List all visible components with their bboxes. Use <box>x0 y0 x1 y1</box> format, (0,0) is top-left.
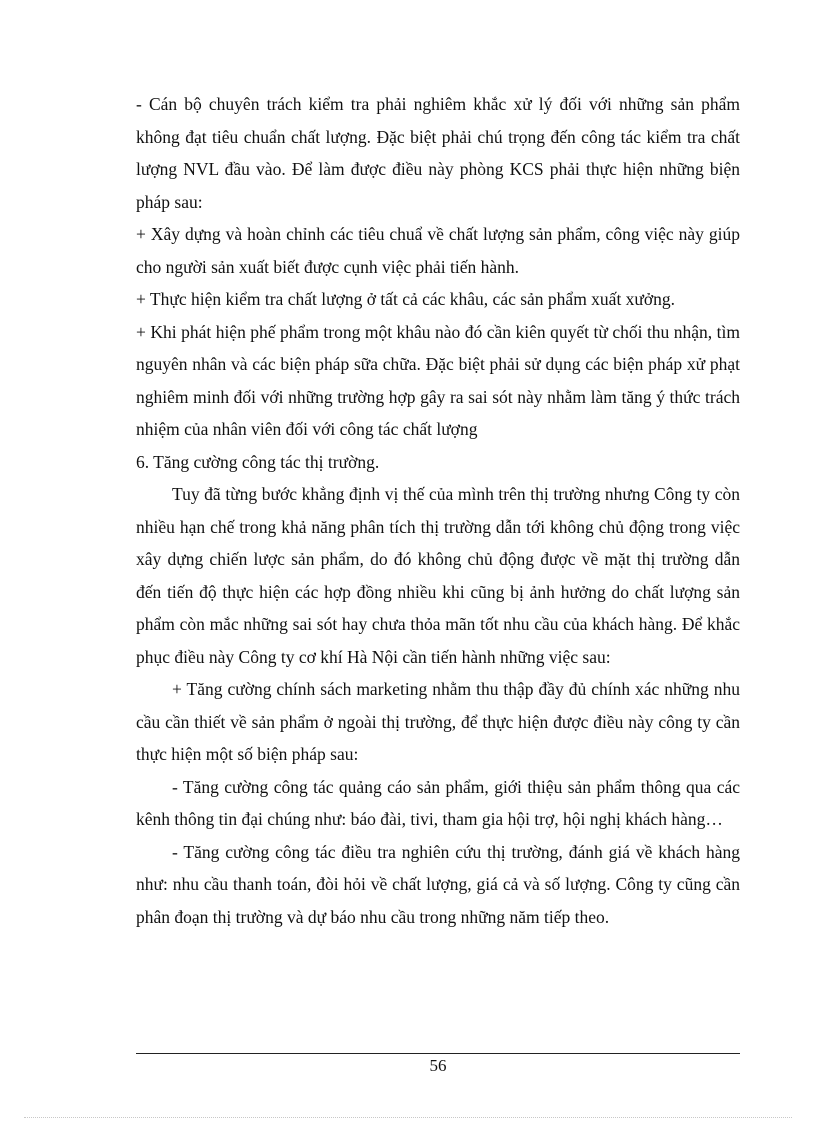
paragraph-defect-handling: + Khi phát hiện phế phẩm trong một khâu nào đó cần kiên quyết từ chối thu nhận, tìm nguyên nhân và các biện pháp sữa chữa. Đặc biệt phải sử dụng các biện pháp xử phạt nghiêm minh đối với những trường hợp gây ra sai sót này nhằm làm tăng ý thức trách nhiệm của nhân viên đối với công tác chất lượng <box>136 321 740 439</box>
page-number: 56 <box>429 1056 447 1075</box>
paragraph-advertising: - Tăng cường công tác quảng cáo sản phẩm, giới thiệu sản phẩm thông qua các kênh thông tin đại chúng như: báo đài, tivi, tham gia hội trợ, hội nghị khách hàng… <box>136 776 740 829</box>
section-heading-market: 6. Tăng cường công tác thị trường. <box>136 451 380 472</box>
paragraph-kcs-responsibility: - Cán bộ chuyên trách kiểm tra phải nghiêm khắc xử lý đối với những sản phẩm không đạt tiêu chuẩn chất lượng. Đặc biệt phải chú trọng đến công tác kiểm tra chất lượng NVL đầu vào. Để làm được điều này phòng KCS phải thực hiện những biện pháp sau: <box>136 94 740 212</box>
paragraph-market-analysis: Tuy đã từng bước khẳng định vị thế của mình trên thị trường nhưng Công ty còn nhiều hạn chế trong khả năng phân tích thị trường dẫn tới không chủ động trong việc xây dựng chiến lược sản phẩm, do đó không chủ động được về mặt thị trường dẫn đến tiến độ thực hiện các hợp đồng nhiều khi cũng bị ảnh hưởng do chất lượng sản phẩm còn mắc những sai sót hay chưa thỏa mãn tốt nhu cầu của khách hàng. Để khắc phục điều này Công ty cơ khí Hà Nội cần tiến hành những việc sau: <box>136 484 740 667</box>
footer-divider <box>136 1053 740 1054</box>
paragraph-quality-standards: + Xây dựng và hoàn chỉnh các tiêu chuẩ về chất lượng sản phẩm, công việc này giúp cho người sản xuất biết được cụnh việc phải tiến hành. <box>136 224 740 277</box>
paragraph-marketing-policy: + Tăng cường chính sách marketing nhằm thu thập đầy đủ chính xác những nhu cầu cần thiết về sản phẩm ở ngoài thị trường, để thực hiện được điều này công ty cần thực hiện một số biện pháp sau: <box>136 679 740 764</box>
paragraph-market-research: - Tăng cường công tác điều tra nghiên cứu thị trường, đánh giá về khách hàng như: nhu cầu thanh toán, đòi hỏi về chất lượng, giá cả và số lượng. Công ty cũng cần phân đoạn thị trường và dự báo nhu cầu trong những năm tiếp theo. <box>136 841 740 927</box>
page-bottom-border <box>24 1117 792 1118</box>
paragraph-inspection-stages: + Thực hiện kiểm tra chất lượng ở tất cả các khâu, các sản phẩm xuất xưởng. <box>136 289 676 309</box>
document-body <box>136 88 740 933</box>
